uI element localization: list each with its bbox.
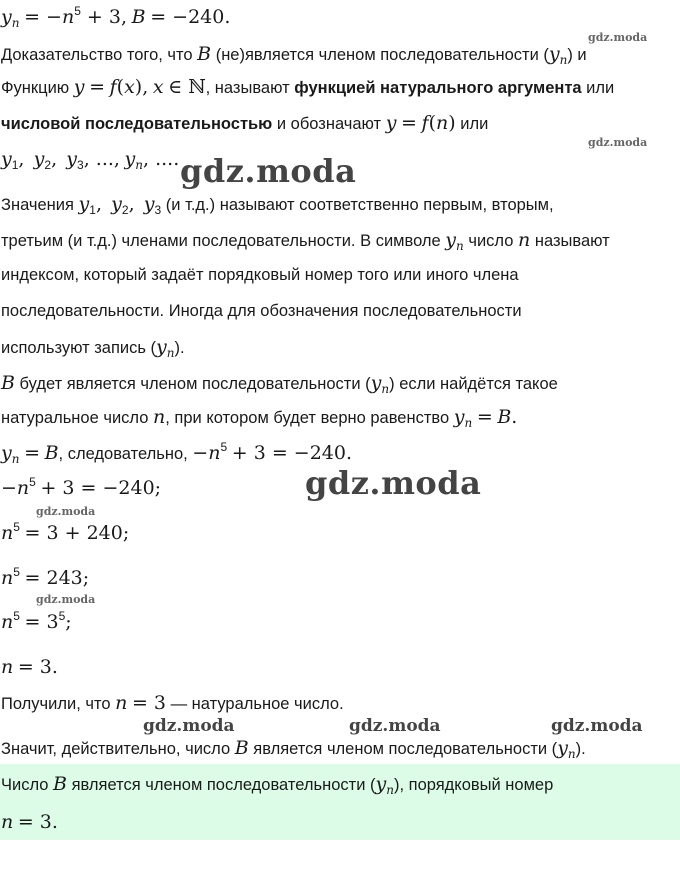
watermark: gdz.moda <box>349 716 441 736</box>
conclusion-line-1: Получили, что n = 3 — натуральное число. <box>1 692 344 714</box>
definition-line-1: Функцию y = f(x), x ∈ ℕ, называют функцией натурального аргумента или <box>1 76 615 98</box>
equation-step-4: $n^5 = 3^5$; <box>1 609 72 633</box>
definition-line-2: числовой последовательностью и обозначают y = f(n) или <box>1 112 489 134</box>
members-line-2: третьим (и т.д.) членами последовательности. В символе $y_n$ число n называют <box>1 229 610 253</box>
answer-line-2: n = 3. <box>1 811 58 833</box>
problem-statement: $y_n = -n^5 + 3$, B = −240. <box>1 4 231 30</box>
term-natural-argument: функцией натурального аргумента <box>294 79 582 97</box>
proof-heading: Доказательство того, что B (не)является членом последовательности $(y_n)$ и <box>1 43 587 67</box>
equation-step-2: $n^5 = 3 + 240$; <box>1 520 130 544</box>
watermark: gdz.moda <box>588 31 648 44</box>
members-line-5: используют запись $(y_n)$. <box>1 336 185 360</box>
equation-step-3: $n^5 = 243$; <box>1 565 90 589</box>
answer-line-1: Число B является членом последовательности $(y_n)$, порядковый номер <box>1 773 554 797</box>
condition-line-2: натуральное число n, при котором будет верно равенство $y_n = B$. <box>1 406 518 430</box>
watermark: gdz.moda <box>36 505 96 518</box>
watermark: gdz.moda <box>305 464 482 502</box>
members-line-4: последовательности. Иногда для обозначения последовательности <box>1 302 522 320</box>
members-line-1: Значения $y_1$, $y_2$, $y_3$ (и т.д.) называют соответственно первым, вторым, <box>1 193 554 217</box>
watermark: gdz.moda <box>551 716 643 736</box>
conclusion-line-2: Значит, действительно, число B является членом последовательности $(y_n)$. <box>1 737 586 761</box>
sequence-notation: $y_1$, $y_2$, $y_3$, ..., $y_n$, .... <box>1 148 180 172</box>
watermark: gdz.moda <box>36 593 96 606</box>
watermark: gdz.moda <box>180 152 357 190</box>
watermark: gdz.moda <box>143 716 235 736</box>
term-number-sequence: числовой последовательностью <box>1 115 273 133</box>
members-line-3: индексом, который задаёт порядковый номер того или иного члена <box>1 266 519 284</box>
equation-step-1: $-n^5 + 3 = -240$; <box>1 475 162 499</box>
condition-line-1: B будет является членом последовательности $(y_n)$ если найдётся такое <box>1 372 558 396</box>
equation-setup: $y_n = B$, следовательно, $-n^5 + 3 = -240$. <box>1 440 353 466</box>
watermark: gdz.moda <box>588 136 648 149</box>
equation-result: n = 3. <box>1 656 58 678</box>
